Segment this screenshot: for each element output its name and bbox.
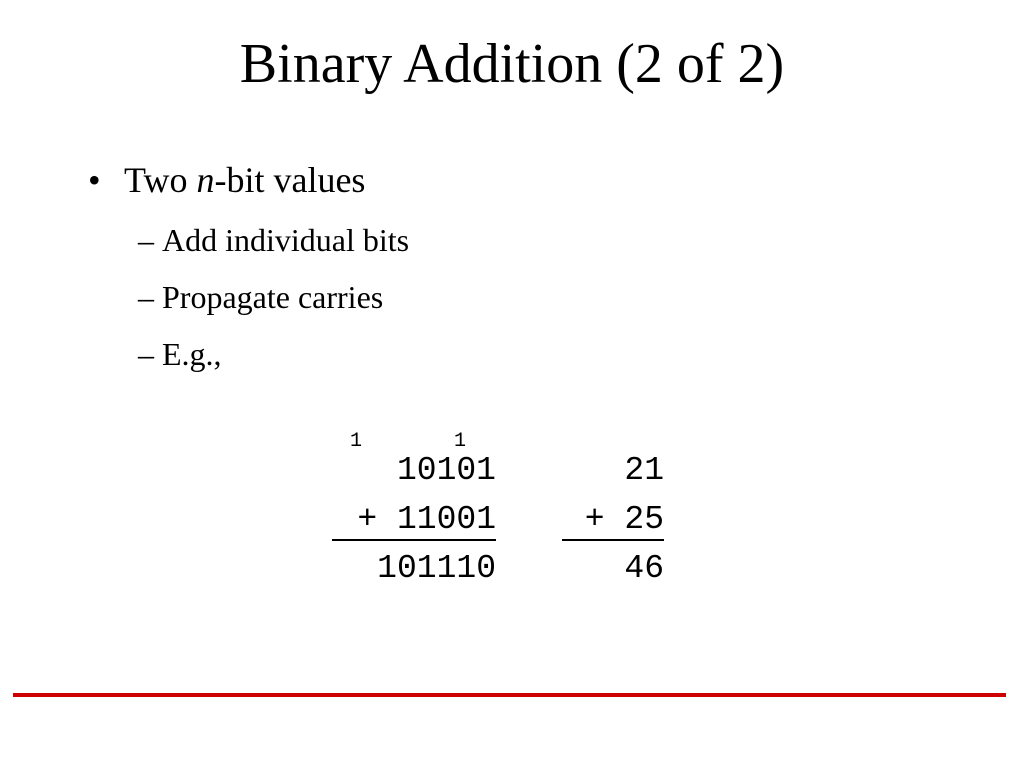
slide-title: Binary Addition (2 of 2) — [239, 33, 785, 95]
bullet-text-prefix: Two — [124, 160, 197, 200]
carry-digit: 1 — [350, 430, 363, 453]
sub-item-add-bits — [138, 220, 409, 260]
sub-item-text: Add individual bits — [162, 222, 410, 258]
bullet-text-suffix: -bit values — [214, 160, 366, 200]
bullet-item — [88, 158, 365, 202]
binary-sum-rule — [332, 539, 496, 541]
bullet-text-italic: n — [196, 160, 215, 200]
sub-item-text: E.g., — [162, 336, 222, 372]
carry-digit: 1 — [454, 430, 467, 453]
decimal-sum-rule — [562, 539, 664, 541]
binary-operand-b: + 11001 — [357, 501, 496, 538]
sub-item-text: Propagate carries — [162, 279, 384, 315]
binary-operand-a: 10101 — [396, 452, 496, 489]
sub-item-example — [138, 334, 222, 374]
decimal-operand-a: 21 — [624, 452, 664, 489]
dash-marker: – — [138, 336, 154, 372]
decimal-operand-b: + 25 — [584, 501, 664, 538]
binary-sum: 101110 — [377, 550, 496, 587]
decimal-sum: 46 — [624, 550, 664, 587]
dash-marker: – — [138, 279, 154, 315]
dash-marker: – — [138, 222, 154, 258]
bullet-marker: • — [88, 160, 101, 200]
sub-item-propagate-carries — [138, 277, 383, 317]
footer-rule — [13, 693, 1006, 697]
